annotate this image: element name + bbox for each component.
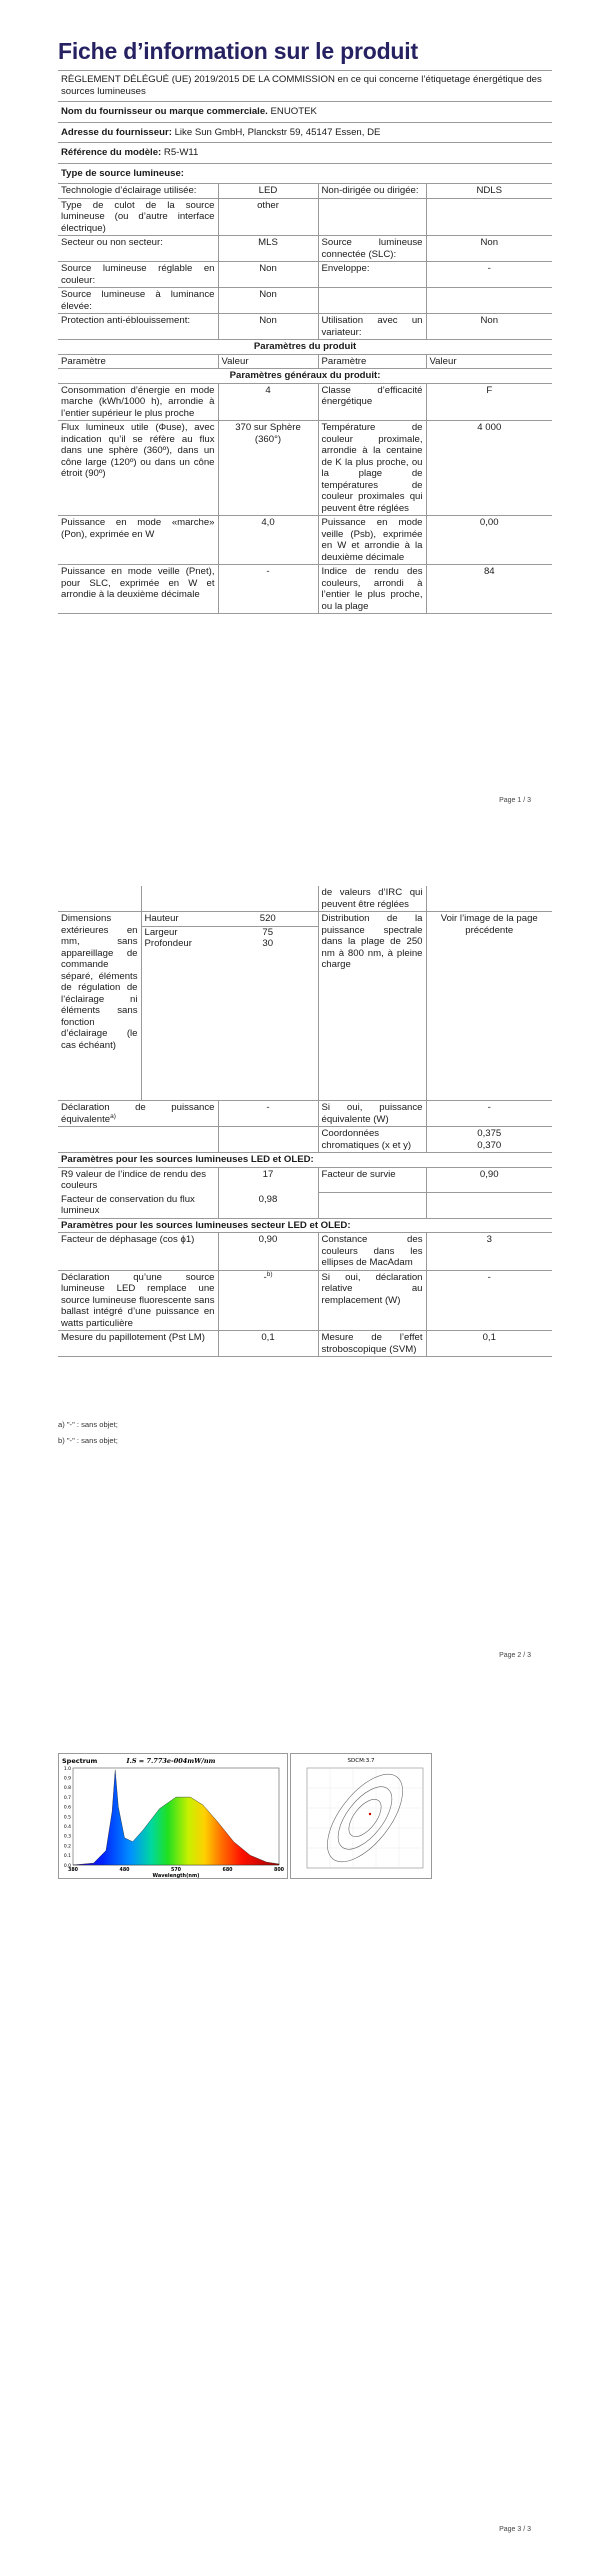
param-right-label: Puissance en mode veille (Psb), exprimée en W et arrondie à la deuxième décimale (318, 516, 426, 565)
survival-label: Facteur de survie (318, 1167, 426, 1193)
page-number: Page 1 / 3 (499, 797, 531, 804)
table-row (58, 421, 552, 516)
param-value-text: LED (258, 185, 278, 196)
measured-point (369, 1813, 371, 1815)
param-value-text: MLS (258, 237, 278, 248)
dim-depth-label: Profondeur (144, 938, 192, 949)
param-right-label: Constance des couleurs dans les ellipses de MacAdam (318, 1233, 426, 1271)
param-value (218, 288, 318, 314)
spectrum-ytick: 0.9 (63, 1776, 71, 1782)
param-value-text: Non (259, 263, 277, 274)
col-param-1: Paramètre (58, 354, 218, 369)
cri-continued: de valeurs d’IRC qui peuvent être réglées (318, 886, 426, 912)
led-table (58, 1153, 552, 1357)
col-value-2: Valeur (426, 354, 552, 369)
table-row (58, 314, 552, 340)
table-row (58, 262, 552, 288)
spd-value: Voir l’image de la page précédente (426, 912, 552, 1101)
source-type-table (58, 184, 552, 340)
param-label: Puissance en mode «marche» (Pon), exprimée en W (58, 516, 218, 565)
param-value (218, 262, 318, 288)
col-value-1: Valeur (218, 354, 318, 369)
param-label: Déclaration qu’une source lumineuse LED remplace une source lumineuse fluorescente sans ballast intégré d’une puissance en watts particulière (58, 1270, 218, 1331)
supplier-row (58, 102, 552, 123)
spectrum-xtick: 680 (222, 1868, 233, 1873)
general-params-title: Paramètres généraux du produit: (58, 369, 552, 384)
r9-label: R9 valeur de l’indice de rendu des couleurs (58, 1167, 218, 1193)
ellipse-5step (328, 1778, 402, 1858)
page-1 (0, 0, 603, 830)
param-value (218, 565, 318, 614)
param-right-label: Si oui, déclaration relative au remplacement (W) (318, 1270, 426, 1331)
spectrum-xtick: 380 (67, 1868, 79, 1873)
col-param-2: Paramètre (318, 354, 426, 369)
param-right-value: NDLS (426, 184, 552, 198)
param-label: Puissance en mode veille (Pnet), pour SLC, exprimée en W et arrondie à la deuxième décimale (58, 565, 218, 614)
param-right-value: 84 (426, 565, 552, 614)
param-label: Consommation d’énergie en mode marche (kWh/1000 h), arrondie à l’entier supérieur le plus proche (58, 383, 218, 421)
chroma-y: 0,370 (477, 1139, 502, 1151)
eqpow-right-label: Si oui, puissance équivalente (W) (318, 1101, 426, 1127)
param-right-value: - (426, 262, 552, 288)
param-value-text: 0,90 (258, 1234, 278, 1245)
model-value: R5-W11 (163, 147, 199, 158)
param-right-value (426, 198, 552, 236)
table-row (58, 565, 552, 614)
eqpow-label: Déclaration de puissance équivalente (61, 1102, 215, 1125)
param-right-value: 3 (426, 1233, 552, 1271)
spectrum-xtick: 570 (170, 1868, 182, 1873)
dim-width-value: 75 (262, 926, 274, 938)
page-number: Page 2 / 3 (499, 1652, 531, 1659)
param-value-text: Non (259, 315, 277, 326)
param-right-value: 4 000 (426, 421, 552, 516)
param-value (218, 314, 318, 340)
eqpow-sup: a) (110, 1112, 116, 1120)
param-label: Source lumineuse réglable en couleur: (58, 262, 218, 288)
param-value (218, 421, 318, 516)
param-right-label (318, 198, 426, 236)
model-label: Référence du modèle: (61, 147, 162, 158)
survival-value: 0,90 (426, 1167, 552, 1193)
param-label: Protection anti-éblouissement: (58, 314, 218, 340)
lumen-value: 0,98 (218, 1193, 318, 1219)
param-value (218, 1270, 318, 1331)
param-label: Mesure du papillotement (Pst LM) (58, 1331, 218, 1357)
spectrum-xtick: 800 (273, 1868, 285, 1873)
spectrum-ytick: 0.6 (63, 1805, 71, 1811)
spectrum-ytick: 0.5 (63, 1815, 71, 1821)
page-3 (0, 1660, 603, 2560)
ellipse-image (290, 1753, 432, 1879)
param-value-text: 370 sur Sphère (360°) (235, 422, 301, 445)
address-label: Adresse du fournisseur: (61, 126, 172, 138)
dimensions-label: Dimensions extérieures en mm, sans appareillage de commande séparé, éléments de régulation de l’éclairage ni éléments sans fonction d’éclairage (le cas échéant) (58, 912, 141, 1101)
param-value-text: 0,1 (261, 1332, 275, 1343)
spectrum-xtick: 480 (119, 1868, 130, 1873)
param-right-label: Classe d’efficacité énergétique (318, 383, 426, 421)
param-right-label: Non-dirigée ou dirigée: (318, 184, 426, 198)
table-row (58, 383, 552, 421)
spectrum-xlabel: Wavelength(nm) (152, 1873, 200, 1878)
table-row (58, 288, 552, 314)
param-right-value: Non (426, 236, 552, 262)
param-value-text: 4,0 (261, 517, 275, 528)
page-number: Page 3 / 3 (499, 2526, 531, 2533)
footnote-a: a) "-" : sans objet; (58, 1420, 118, 1429)
param-value (218, 236, 318, 262)
r9-value: 17 (218, 1167, 318, 1193)
param-label: Type de culot de la source lumineuse (ou d’autre interface électrique) (58, 198, 218, 236)
param-value (218, 1233, 318, 1271)
param-right-label: Mesure de l’effet stroboscopique (SVM) (318, 1331, 426, 1357)
param-label: Technologie d’éclairage utilisée: (58, 184, 218, 198)
param-label: Facteur de déphasage (cos ϕ1) (58, 1233, 218, 1271)
model-row (58, 143, 552, 164)
param-value-text: - (266, 566, 270, 577)
param-value-text: other (257, 199, 279, 211)
spectrum-chart (59, 1754, 287, 1878)
param-right-value: 0,00 (426, 516, 552, 565)
param-right-value (426, 288, 552, 314)
table-row (58, 198, 552, 236)
dim-height-value: 520 (218, 913, 318, 927)
address-value: Like Sun GmbH, Planckstr 59, 45147 Essen, DE (174, 126, 381, 138)
dim-height-label: Hauteur (142, 913, 219, 927)
param-right-value: 0,1 (426, 1331, 552, 1357)
spectrum-ytick: 0.3 (63, 1834, 71, 1840)
param-right-label: Utilisation avec un variateur: (318, 314, 426, 340)
param-value (218, 516, 318, 565)
param-right-label: Température de couleur proximale, arrondie à la centaine de K la plus proche, ou la plage de températures de couleur proximales qui peuvent être réglées (318, 421, 426, 516)
header-table (58, 70, 552, 184)
eqpow-label-cell (58, 1101, 218, 1127)
product-info-table-continued (58, 886, 552, 1357)
table-row (58, 236, 552, 262)
param-right-value: Non (426, 314, 552, 340)
param-value (218, 198, 318, 236)
dim-keys (141, 912, 218, 1101)
page-title: Fiche d’information sur le produit (58, 38, 418, 64)
spectrum-image (58, 1753, 288, 1879)
params-table (58, 340, 552, 614)
ellipse-title: SDCM:3.7 (347, 1758, 375, 1764)
param-value (218, 1331, 318, 1357)
eqpow-value: - (218, 1101, 318, 1127)
table-row (58, 184, 552, 198)
page-2 (0, 830, 603, 1660)
regulation-text: RÈGLEMENT DÉLÉGUÉ (UE) 2019/2015 DE LA COMMISSION en ce qui concerne l’étiquetage énergétique des sources lumineuses (58, 71, 552, 102)
spectrum-curve (73, 1770, 279, 1865)
chroma-values (426, 1127, 552, 1153)
led-params-title: Paramètres pour les sources lumineuses LED et OLED: (58, 1153, 552, 1167)
table-row (58, 1331, 552, 1357)
param-right-label (318, 288, 426, 314)
ellipse-3step (343, 1794, 387, 1842)
param-label: Source lumineuse à luminance élevée: (58, 288, 218, 314)
param-value-text: - (263, 1271, 267, 1283)
dimensions-table (58, 886, 552, 1153)
param-right-value: - (426, 1270, 552, 1331)
spectrum-ytick: 0.1 (63, 1854, 71, 1860)
chroma-x: 0,375 (477, 1128, 502, 1139)
supplier-label: Nom du fournisseur ou marque commerciale. (61, 106, 268, 117)
spectrum-title: Spectrum (62, 1757, 98, 1765)
mains-params-title: Paramètres pour les sources lumineuses secteur LED et OLED: (58, 1218, 552, 1233)
spectrum-ytick: 0.8 (63, 1786, 71, 1792)
param-value (218, 184, 318, 198)
lumen-label: Facteur de conservation du flux lumineux (58, 1193, 218, 1219)
spectrum-ytick: 0.4 (63, 1825, 71, 1830)
address-row (58, 122, 552, 143)
table-row (58, 516, 552, 565)
ellipse-7step (313, 1762, 416, 1875)
dim-values (218, 912, 318, 1101)
spectrum-ytick: 0.2 (63, 1844, 71, 1850)
param-label: Secteur ou non secteur: (58, 236, 218, 262)
dim-depth-value: 30 (262, 938, 274, 949)
param-right-label: Indice de rendu des couleurs, arrondi à l’entier le plus proche, ou la plage (318, 565, 426, 614)
param-value-sup: b) (266, 1270, 273, 1278)
param-right-label: Source lumineuse connectée (SLC): (318, 236, 426, 262)
macadam-ellipse-chart (291, 1754, 431, 1878)
spectrum-formula: I.S = 7.773e-004mW/nm (126, 1757, 216, 1765)
param-right-value: F (426, 383, 552, 421)
param-label: Flux lumineux utile (Φuse), avec indication qu’il se réfère au flux dans une sphère (360º), dans un cône large (120º) ou dans un cône étroit (90º) (58, 421, 218, 516)
param-value (218, 383, 318, 421)
param-value-text: Non (259, 289, 277, 300)
table-row (58, 1233, 552, 1271)
spectrum-ytick: 0.7 (63, 1795, 71, 1801)
chroma-label: Coordonnées chromatiques (x et y) (318, 1127, 426, 1153)
spectrum-ytick: 0.0 (63, 1863, 71, 1869)
spectrum-ytick: 1.0 (63, 1766, 71, 1772)
macadam-ellipses (313, 1762, 416, 1875)
eqpow-right-value: - (487, 1102, 491, 1113)
supplier-value: ENUOTEK (270, 106, 317, 117)
product-info-table (58, 70, 552, 614)
params-title: Paramètres du produit (58, 340, 552, 354)
param-right-label: Enveloppe: (318, 262, 426, 288)
source-type-heading: Type de source lumineuse: (58, 163, 552, 184)
footnote-b: b) "-" : sans objet; (58, 1436, 118, 1445)
table-row (58, 1270, 552, 1331)
dim-width-label: Largeur (144, 926, 178, 938)
param-value-text: 4 (265, 384, 271, 396)
spd-label: Distribution de la puissance spectrale dans la plage de 250 nm à 800 nm, à pleine charge (318, 912, 426, 1101)
